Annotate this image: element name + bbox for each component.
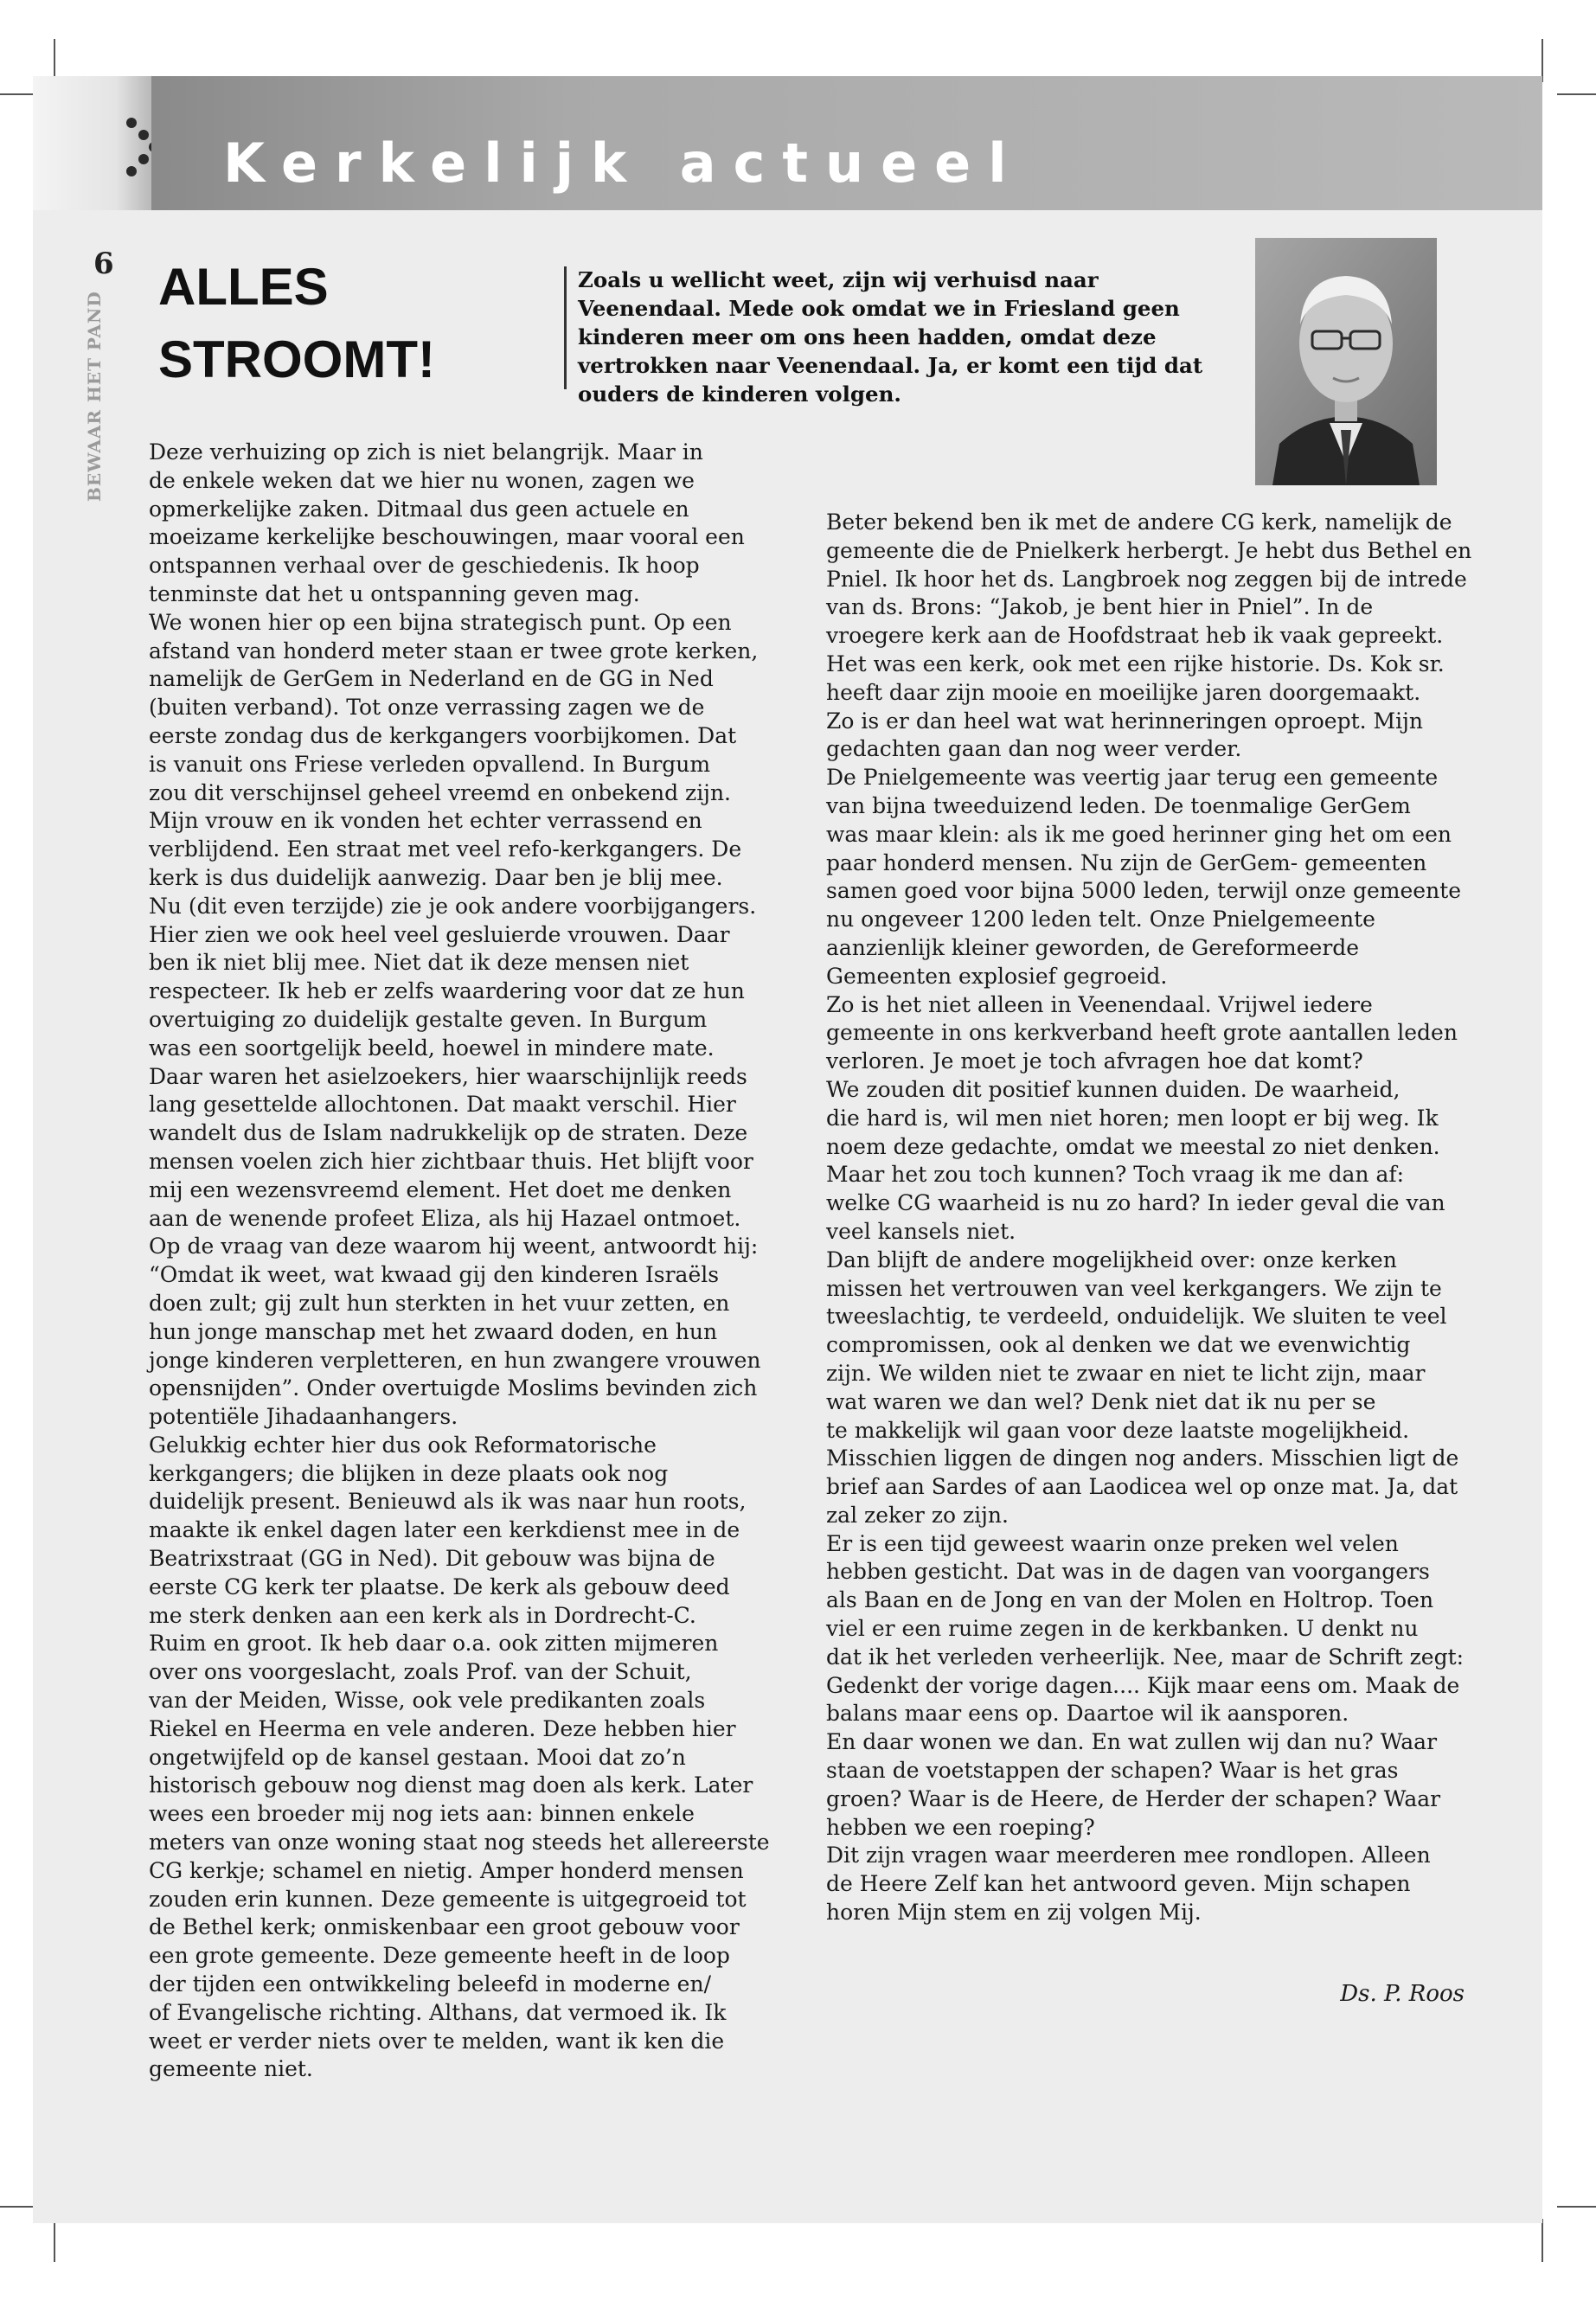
paragraph-line: ontspannen verhaal over de geschiedenis. Ik hoop	[149, 553, 700, 579]
crop-mark	[1557, 2206, 1596, 2208]
header-logo-area	[33, 76, 151, 210]
paragraph-line: Nu (dit even terzijde) zie je ook andere voorbijgangers.	[149, 893, 757, 919]
paragraph-line: aan de wenende profeet Eliza, als hij Hazael ontmoet.	[149, 1205, 741, 1231]
paragraph-line: lang gesettelde allochtonen. Dat maakt verschil. Hier	[149, 1092, 736, 1118]
paragraph-line: van der Meiden, Wisse, ook vele predikanten zoals	[149, 1688, 706, 1714]
paragraph-line: of Evangelische richting. Althans, dat vermoed ik. Ik	[149, 1999, 727, 2025]
paragraph-line: de Bethel kerk; onmiskenbaar een groot gebouw voor	[149, 1914, 740, 1940]
paragraph-line: wat waren we dan wel? Denk niet dat ik nu per se	[826, 1388, 1376, 1414]
article-title-line: STROOMT!	[158, 330, 435, 388]
paragraph-line: gemeente niet.	[149, 2056, 313, 2082]
paragraph-line: Gemeenten explosief gegroeid.	[826, 963, 1168, 989]
article-column-left	[149, 439, 770, 2084]
paragraph-line: Het was een kerk, ook met een rijke historie. Ds. Kok sr.	[826, 651, 1445, 676]
page-number: 6	[93, 247, 114, 281]
paragraph-line: Riekel en Heerma en vele anderen. Deze hebben hier	[149, 1715, 736, 1741]
intro-line: ouders de kinderen volgen.	[578, 381, 901, 407]
paragraph-line: me sterk denken aan een kerk als in Dordrecht-C.	[149, 1602, 696, 1628]
paragraph-line	[826, 1927, 1471, 1956]
paragraph-line: was een soortgelijk beeld, hoewel in mindere mate.	[149, 1035, 715, 1061]
paragraph-line: Daar waren het asielzoekers, hier waarschijnlijk reeds	[149, 1063, 747, 1089]
crop-mark	[1542, 2219, 1543, 2262]
paragraph-line: staan de voetstappen der schapen? Waar is het gras	[826, 1758, 1399, 1784]
paragraph-line: missen het vertrouwen van veel kerkgangers. We zijn te	[826, 1275, 1442, 1301]
paragraph-line: opensnijden”. Onder overtuigde Moslims bevinden zich	[149, 1375, 758, 1401]
paragraph-line: “Omdat ik weet, wat kwaad gij den kinderen Israëls	[149, 1262, 720, 1288]
paragraph-line: meters van onze woning staat nog steeds het allereerste	[149, 1830, 770, 1856]
paragraph-line: hebben gesticht. Dat was in de dagen van voorgangers	[826, 1559, 1430, 1585]
paragraph-line: CG kerkje; schamel en nietig. Amper honderd mensen	[149, 1857, 744, 1883]
paragraph-line: verloren. Je moet je toch afvragen hoe dat komt?	[826, 1048, 1363, 1074]
paragraph-line: Maar het zou toch kunnen? Toch vraag ik me dan af:	[826, 1162, 1405, 1188]
author-signature: Ds. P. Roos	[1340, 1981, 1465, 2007]
paragraph-line: dat ik het verleden verheerlijk. Nee, maar de Schrift zegt:	[826, 1644, 1465, 1670]
paragraph-line: ben ik niet blij mee. Niet dat ik deze mensen niet	[149, 950, 689, 976]
intro-rule	[564, 266, 567, 389]
paragraph-line: Op de vraag van deze waarom hij weent, antwoordt hij:	[149, 1234, 759, 1259]
paragraph-line: de enkele weken dat we hier nu wonen, zagen we	[149, 467, 695, 493]
portrait-image	[1255, 238, 1437, 485]
paragraph-line: nu ongeveer 1200 leden telt. Onze Pnielgemeente	[826, 907, 1375, 933]
paragraph-line: Gelukkig echter hier dus ook Reformatorische	[149, 1432, 657, 1458]
intro-text	[578, 266, 1209, 408]
paragraph-line: We zouden dit positief kunnen duiden. De waarheid,	[826, 1076, 1401, 1102]
paragraph-line: Zo is er dan heel wat wat herinneringen oproept. Mijn	[826, 708, 1423, 734]
paragraph-line: wees een broeder mij nog iets aan: binnen enkele	[149, 1801, 695, 1827]
intro-line: vertrokken naar Veenendaal. Ja, er komt een tijd dat	[578, 353, 1203, 378]
paragraph-line: eerste CG kerk ter plaatse. De kerk als gebouw deed	[149, 1574, 730, 1599]
paragraph-line: overtuiging zo duidelijk gestalte geven. In Burgum	[149, 1006, 708, 1032]
paragraph-line: ongetwijfeld op de kansel gestaan. Mooi dat zo’n	[149, 1744, 686, 1770]
paragraph-line: Beter bekend ben ik met de andere CG kerk, namelijk de	[826, 510, 1452, 535]
paragraph-line: horen Mijn stem en zij volgen Mij.	[826, 1900, 1202, 1926]
paragraph-line: kerkgangers; die blijken in deze plaats ook nog	[149, 1460, 669, 1486]
paragraph-line: mensen voelen zich hier zichtbaar thuis. Het blijft voor	[149, 1148, 753, 1174]
paragraph-line: eerste zondag dus de kerkgangers voorbijkomen. Dat	[149, 722, 737, 748]
paragraph-line: veel kansels niet.	[826, 1218, 1016, 1244]
intro-line: Zoals u wellicht weet, zijn wij verhuisd naar	[578, 267, 1099, 292]
paragraph-line: Dan blijft de andere mogelijkheid over: onze kerken	[826, 1247, 1397, 1272]
paragraph-line: was maar klein: als ik me goed herinner ging het om een	[826, 821, 1452, 847]
section-title: Kerkelijk actueel	[223, 131, 1024, 195]
paragraph-line: compromissen, ook al denken we dat we evenwichtig	[826, 1332, 1411, 1358]
crop-mark	[1557, 93, 1596, 95]
paragraph-line: maakte ik enkel dagen later een kerkdienst mee in de	[149, 1517, 740, 1543]
paragraph-line: balans maar eens op. Daartoe wil ik aansporen.	[826, 1701, 1349, 1727]
paragraph-line: namelijk de GerGem in Nederland en de GG in Ned	[149, 666, 714, 692]
paragraph-line: weet er verder niets over te melden, want ik ken die	[149, 2028, 725, 2054]
paragraph-line: vroegere kerk aan de Hoofdstraat heb ik vaak gepreekt.	[826, 623, 1444, 649]
paragraph-line: Beatrixstraat (GG in Ned). Dit gebouw was bijna de	[149, 1546, 715, 1572]
paragraph-line: te makkelijk wil gaan voor deze laatste mogelijkheid.	[826, 1417, 1410, 1443]
paragraph-line: van bijna tweeduizend leden. De toenmalige GerGem	[826, 792, 1411, 818]
paragraph-line: moeizame kerkelijke beschouwingen, maar vooral een	[149, 524, 745, 550]
paragraph-line: hun jonge manschap met het zwaard doden, en hun	[149, 1318, 718, 1344]
paragraph-line: groen? Waar is de Heere, de Herder der schapen? Waar	[826, 1785, 1441, 1811]
paragraph-line: doen zult; gij zult hun sterkten in het vuur zetten, en	[149, 1290, 730, 1316]
paragraph-line: Er is een tijd geweest waarin onze preken wel velen	[826, 1530, 1399, 1556]
paragraph-line: gedachten gaan dan nog weer verder.	[826, 736, 1242, 762]
paragraph-line: gemeente die de Pnielkerk herbergt. Je hebt dus Bethel en	[826, 537, 1472, 563]
paragraph-line: een grote gemeente. Deze gemeente heeft in de loop	[149, 1943, 730, 1969]
article-column-right	[826, 509, 1471, 1956]
article-title	[158, 251, 435, 396]
paragraph-line: Pniel. Ik hoor het ds. Langbroek nog zeggen bij de intrede	[826, 566, 1467, 592]
paragraph-line: wandelt dus de Islam nadrukkelijk op de straten. Deze	[149, 1120, 748, 1146]
paragraph-line: Misschien liggen de dingen nog anders. Misschien ligt de	[826, 1445, 1459, 1471]
paragraph-line: brief aan Sardes of aan Laodicea wel op onze mat. Ja, dat	[826, 1474, 1458, 1500]
paragraph-line: noem deze gedachte, omdat we meestal zo niet denken.	[826, 1133, 1440, 1159]
paragraph-line: afstand van honderd meter staan er twee grote kerken,	[149, 638, 759, 663]
author-portrait-photo	[1255, 238, 1437, 485]
paragraph-line: zou dit verschijnsel geheel vreemd en onbekend zijn.	[149, 779, 731, 805]
paragraph-line: historisch gebouw nog dienst mag doen als kerk. Later	[149, 1772, 753, 1798]
paragraph-line: Dit zijn vragen waar meerderen mee rondlopen. Alleen	[826, 1843, 1431, 1868]
paragraph-line: zijn. We wilden niet te zwaar en niet te licht zijn, maar	[826, 1360, 1426, 1386]
intro-line: Veenendaal. Mede ook omdat we in Friesland geen	[578, 296, 1180, 321]
paragraph-line: Gedenkt der vorige dagen.... Kijk maar eens om. Maak de	[826, 1672, 1460, 1698]
paragraph-line: tweeslachtig, te verdeeld, onduidelijk. We sluiten te veel	[826, 1304, 1447, 1330]
paragraph-line: paar honderd mensen. Nu zijn de GerGem- gemeenten	[826, 849, 1427, 875]
paragraph-line: Deze verhuizing op zich is niet belangrijk. Maar in	[149, 439, 703, 465]
paragraph-line: zal zeker zo zijn.	[826, 1502, 1009, 1528]
paragraph-line: welke CG waarheid is nu zo hard? In ieder geval die van	[826, 1190, 1445, 1216]
paragraph-line: Zo is het niet alleen in Veenendaal. Vrijwel iedere	[826, 991, 1373, 1017]
paragraph-line: samen goed voor bijna 5000 leden, terwijl onze gemeente	[826, 878, 1462, 904]
paragraph-line: Mijn vrouw en ik vonden het echter verrassend en	[149, 808, 702, 834]
paragraph-line: (buiten verband). Tot onze verrassing zagen we de	[149, 695, 705, 721]
paragraph-line: duidelijk present. Benieuwd als ik was naar hun roots,	[149, 1489, 747, 1515]
intro-line: kinderen meer om ons heen hadden, omdat deze	[578, 324, 1157, 349]
paragraph-line: jonge kinderen verpletteren, en hun zwangere vrouwen	[149, 1347, 761, 1373]
side-label: BEWAAR HET PAND	[84, 291, 105, 502]
paragraph-line: Hier zien we ook heel veel gesluierde vrouwen. Daar	[149, 921, 730, 947]
paragraph-line: tenminste dat het u ontspanning geven mag.	[149, 580, 640, 606]
article-title-line: ALLES	[158, 258, 329, 316]
paragraph-line: respecteer. Ik heb er zelfs waardering voor dat ze hun	[149, 978, 745, 1004]
paragraph-line: die hard is, wil men niet horen; men loopt er bij weg. Ik	[826, 1105, 1439, 1131]
paragraph-line: En daar wonen we dan. En wat zullen wij dan nu? Waar	[826, 1729, 1438, 1755]
crop-mark	[54, 2219, 55, 2262]
paragraph-line: kerk is dus duidelijk aanwezig. Daar ben je blij mee.	[149, 864, 723, 890]
paragraph-line: potentiële Jihadaanhangers.	[149, 1404, 458, 1430]
paragraph-line: van ds. Brons: “Jakob, je bent hier in Pniel”. In de	[826, 594, 1374, 620]
paragraph-line: viel er een ruime zegen in de kerkbanken. U denkt nu	[826, 1616, 1419, 1642]
paragraph-line: aanzienlijk kleiner geworden, de Gereformeerde	[826, 934, 1360, 960]
paragraph-line: De Pnielgemeente was veertig jaar terug een gemeente	[826, 765, 1439, 791]
paragraph-line: gemeente in ons kerkverband heeft grote aantallen leden	[826, 1020, 1458, 1046]
paragraph-line: verblijdend. Een straat met veel refo-kerkgangers. De	[149, 836, 742, 862]
paragraph-line: als Baan en de Jong en van der Molen en Holtrop. Toen	[826, 1587, 1434, 1613]
paragraph-line: heeft daar zijn mooie en moeilijke jaren doorgemaakt.	[826, 679, 1421, 705]
paragraph-line: is vanuit ons Friese verleden opvallend. In Burgum	[149, 751, 711, 777]
paragraph-line: hebben we een roeping?	[826, 1814, 1095, 1840]
paragraph-line: zouden erin kunnen. Deze gemeente is uitgegroeid tot	[149, 1886, 747, 1912]
paragraph-line: We wonen hier op een bijna strategisch punt. Op een	[149, 609, 732, 635]
paragraph-line: Ruim en groot. Ik heb daar o.a. ook zitten mijmeren	[149, 1631, 719, 1657]
paragraph-line: over ons voorgeslacht, zoals Prof. van der Schuit,	[149, 1659, 692, 1685]
paragraph-line: opmerkelijke zaken. Ditmaal dus geen actuele en	[149, 496, 689, 522]
paragraph-line: de Heere Zelf kan het antwoord geven. Mijn schapen	[826, 1871, 1411, 1897]
paragraph-line: mij een wezensvreemd element. Het doet me denken	[149, 1176, 732, 1202]
paragraph-line: der tijden een ontwikkeling beleefd in moderne en/	[149, 1971, 711, 1997]
